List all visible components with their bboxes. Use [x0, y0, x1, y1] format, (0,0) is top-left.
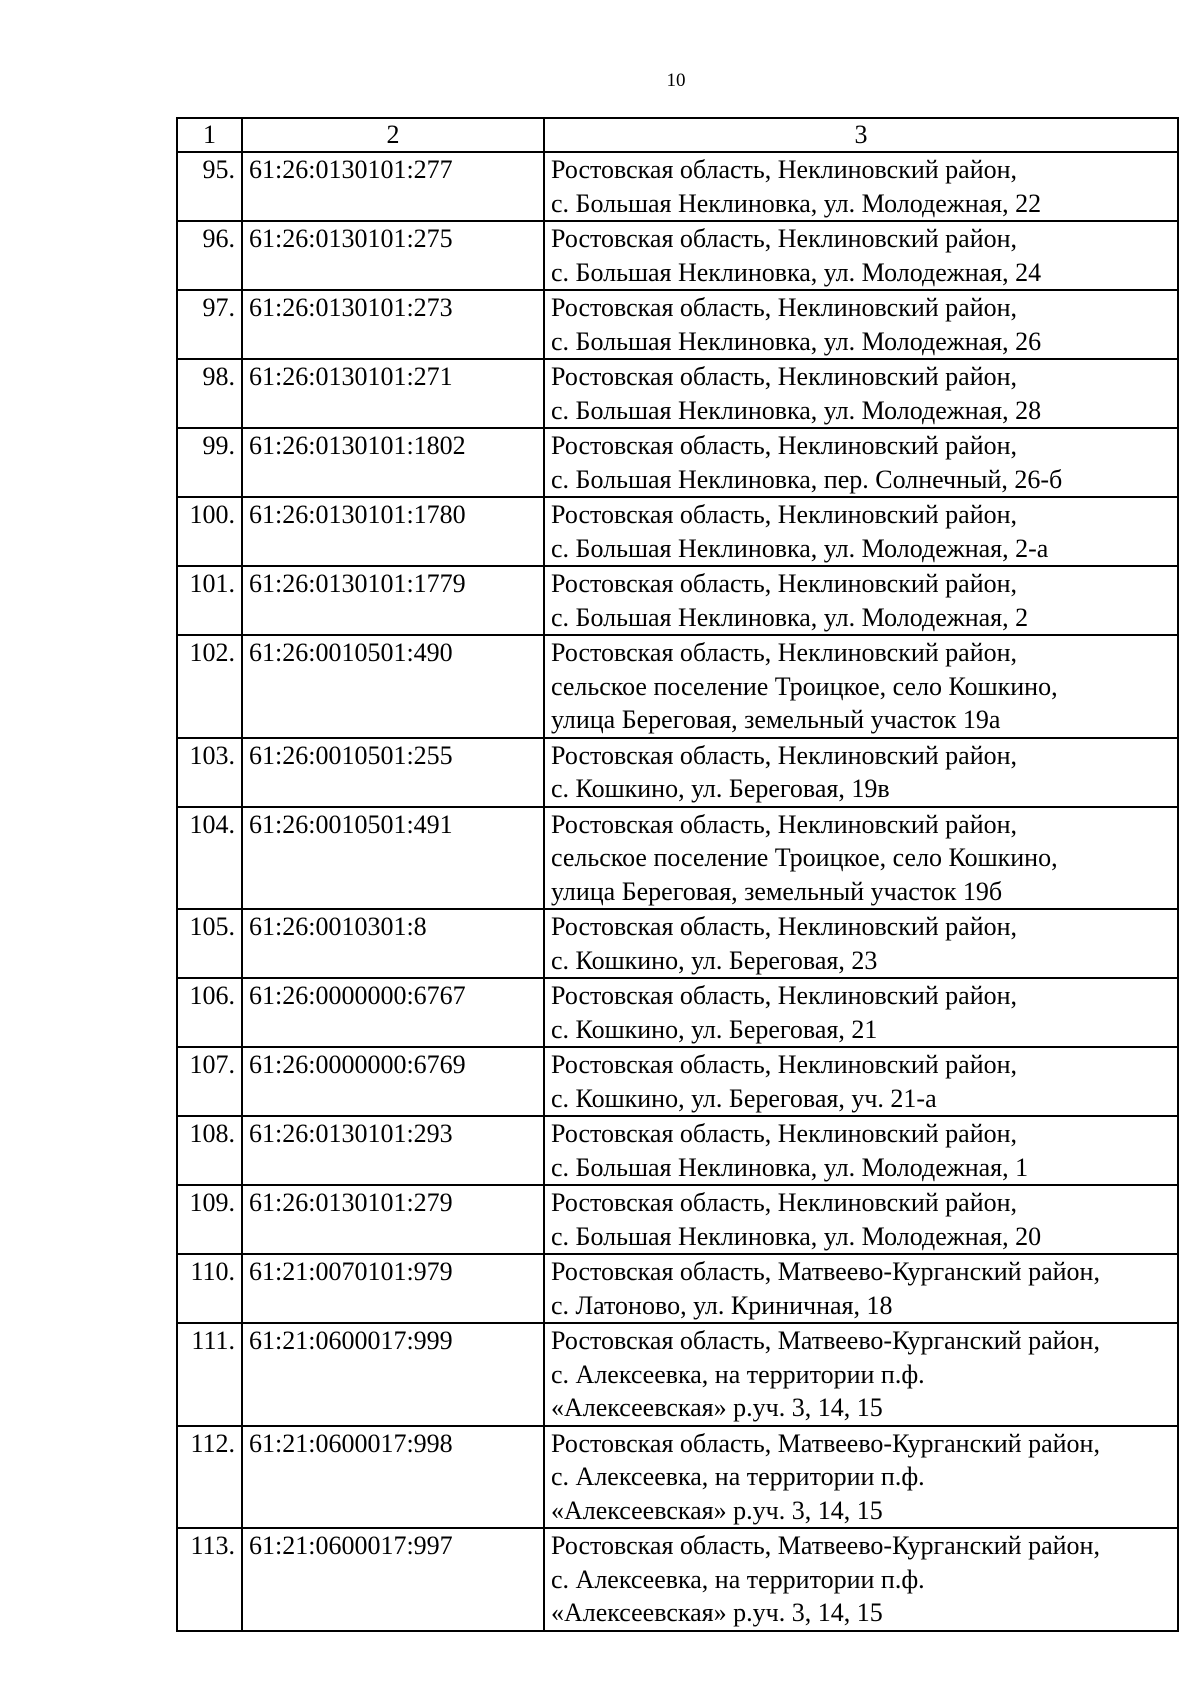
address-line: Ростовская область, Неклиновский район, — [551, 912, 1018, 941]
row-number: 111. — [177, 1323, 242, 1426]
address-cell — [544, 1323, 1178, 1426]
table-row — [177, 978, 1178, 1047]
table-row — [177, 909, 1178, 978]
row-number: 96. — [177, 221, 242, 290]
address-line: с. Кошкино, ул. Береговая, 21 — [551, 1014, 878, 1044]
address-line: Ростовская область, Неклиновский район, — [551, 638, 1018, 667]
address-cell — [544, 1116, 1178, 1185]
table-row — [177, 1254, 1178, 1323]
address-line: с. Большая Неклиновка, ул. Молодежная, 28 — [551, 395, 1042, 425]
address-cell — [544, 1047, 1178, 1116]
cadastral-number: 61:26:0130101:277 — [242, 152, 544, 221]
address-line: сельское поселение Троицкое, село Кошкино, — [551, 671, 1058, 701]
table-row — [177, 497, 1178, 566]
address-line: с. Большая Неклиновка, ул. Молодежная, 22 — [551, 188, 1042, 218]
address-line: с. Латоново, ул. Криничная, 18 — [551, 1290, 893, 1320]
address-cell — [544, 909, 1178, 978]
row-number: 106. — [177, 978, 242, 1047]
table-row — [177, 1426, 1178, 1529]
cadastral-number: 61:21:0070101:979 — [242, 1254, 544, 1323]
land-plots-table — [176, 117, 1179, 1632]
address-cell — [544, 807, 1178, 910]
address-cell — [544, 152, 1178, 221]
address-cell — [544, 1254, 1178, 1323]
address-cell — [544, 1528, 1178, 1631]
address-cell — [544, 1185, 1178, 1254]
address-line: Ростовская область, Неклиновский район, — [551, 1119, 1018, 1148]
address-line: «Алексеевская» р.уч. 3, 14, 15 — [551, 1495, 883, 1525]
cadastral-number: 61:26:0000000:6769 — [242, 1047, 544, 1116]
row-number: 103. — [177, 738, 242, 807]
address-cell — [544, 635, 1178, 738]
cadastral-number: 61:26:0000000:6767 — [242, 978, 544, 1047]
row-number: 98. — [177, 359, 242, 428]
table-row — [177, 428, 1178, 497]
row-number: 107. — [177, 1047, 242, 1116]
address-line: с. Большая Неклиновка, ул. Молодежная, 2 — [551, 602, 1029, 632]
table-row — [177, 807, 1178, 910]
address-line: сельское поселение Троицкое, село Кошкино, — [551, 843, 1058, 872]
address-line: с. Большая Неклиновка, ул. Молодежная, 20 — [551, 1221, 1042, 1251]
table-row — [177, 152, 1178, 221]
address-line: Ростовская область, Матвеево-Курганский район, — [551, 1531, 1100, 1560]
address-line: Ростовская область, Неклиновский район, — [551, 500, 1018, 529]
page-number: 10 — [666, 70, 686, 91]
cadastral-number: 61:26:0010501:255 — [242, 738, 544, 807]
table-row — [177, 1116, 1178, 1185]
address-cell — [544, 428, 1178, 497]
table-row — [177, 1528, 1178, 1631]
address-line: Ростовская область, Неклиновский район, — [551, 809, 1018, 839]
address-line: Ростовская область, Матвеево-Курганский район, — [551, 1257, 1100, 1286]
address-line: с. Алексеевка, на территории п.ф. — [551, 1564, 925, 1594]
row-number: 101. — [177, 566, 242, 635]
address-line: улица Береговая, земельный участок 19б — [551, 876, 1003, 906]
row-number: 99. — [177, 428, 242, 497]
cadastral-number: 61:26:0130101:271 — [242, 359, 544, 428]
address-line: улица Береговая, земельный участок 19а — [551, 705, 1001, 734]
address-line: с. Большая Неклиновка, ул. Молодежная, 24 — [551, 257, 1042, 287]
cadastral-number: 61:26:0130101:1802 — [242, 428, 544, 497]
table-header-row — [177, 118, 1178, 152]
address-line: с. Большая Неклиновка, ул. Молодежная, 1 — [551, 1152, 1029, 1182]
row-number: 102. — [177, 635, 242, 738]
address-line: Ростовская область, Неклиновский район, — [551, 293, 1018, 322]
table-row — [177, 738, 1178, 807]
table-row — [177, 359, 1178, 428]
address-line: Ростовская область, Матвеево-Курганский район, — [551, 1428, 1100, 1458]
cadastral-number: 61:26:0130101:279 — [242, 1185, 544, 1254]
row-number: 105. — [177, 909, 242, 978]
cadastral-number: 61:26:0010501:491 — [242, 807, 544, 910]
table-row — [177, 1047, 1178, 1116]
address-cell — [544, 1426, 1178, 1529]
address-line: с. Алексеевка, на территории п.ф. — [551, 1462, 925, 1491]
address-line: с. Большая Неклиновка, ул. Молодежная, 26 — [551, 326, 1042, 356]
address-line: с. Кошкино, ул. Береговая, уч. 21-а — [551, 1083, 937, 1113]
row-number: 113. — [177, 1528, 242, 1631]
address-cell — [544, 497, 1178, 566]
cadastral-number: 61:26:0010301:8 — [242, 909, 544, 978]
cadastral-number: 61:21:0600017:997 — [242, 1528, 544, 1631]
cadastral-number: 61:26:0130101:273 — [242, 290, 544, 359]
address-cell — [544, 738, 1178, 807]
cadastral-number: 61:21:0600017:998 — [242, 1426, 544, 1529]
address-line: «Алексеевская» р.уч. 3, 14, 15 — [551, 1393, 883, 1422]
row-number: 109. — [177, 1185, 242, 1254]
address-cell — [544, 290, 1178, 359]
address-line: Ростовская область, Матвеево-Курганский район, — [551, 1326, 1100, 1355]
address-cell — [544, 566, 1178, 635]
cadastral-number: 61:26:0130101:1779 — [242, 566, 544, 635]
table-row — [177, 566, 1178, 635]
address-line: с. Кошкино, ул. Береговая, 23 — [551, 945, 878, 975]
column-header-cadastral: 2 — [242, 118, 544, 152]
address-cell — [544, 221, 1178, 290]
table-row — [177, 290, 1178, 359]
address-line: Ростовская область, Неклиновский район, — [551, 981, 1018, 1010]
address-cell — [544, 978, 1178, 1047]
row-number: 95. — [177, 152, 242, 221]
address-line: Ростовская область, Неклиновский район, — [551, 431, 1018, 460]
table-row — [177, 1185, 1178, 1254]
address-line: Ростовская область, Неклиновский район, — [551, 740, 1018, 770]
row-number: 97. — [177, 290, 242, 359]
table-row — [177, 221, 1178, 290]
table-body — [177, 152, 1178, 1631]
row-number: 100. — [177, 497, 242, 566]
address-line: Ростовская область, Неклиновский район, — [551, 1188, 1018, 1217]
address-line: с. Большая Неклиновка, ул. Молодежная, 2-а — [551, 533, 1049, 563]
cadastral-number: 61:26:0130101:293 — [242, 1116, 544, 1185]
address-line: Ростовская область, Неклиновский район, — [551, 362, 1018, 391]
address-cell — [544, 359, 1178, 428]
address-line: Ростовская область, Неклиновский район, — [551, 224, 1018, 253]
address-line: с. Алексеевка, на территории п.ф. — [551, 1359, 925, 1389]
cadastral-number: 61:21:0600017:999 — [242, 1323, 544, 1426]
address-line: Ростовская область, Неклиновский район, — [551, 569, 1018, 598]
column-header-number: 1 — [177, 118, 242, 152]
address-line: Ростовская область, Неклиновский район, — [551, 1050, 1018, 1079]
cadastral-number: 61:26:0130101:1780 — [242, 497, 544, 566]
address-line: «Алексеевская» р.уч. 3, 14, 15 — [551, 1598, 883, 1627]
address-line: Ростовская область, Неклиновский район, — [551, 155, 1018, 184]
cadastral-number: 61:26:0010501:490 — [242, 635, 544, 738]
table-row — [177, 635, 1178, 738]
row-number: 108. — [177, 1116, 242, 1185]
row-number: 104. — [177, 807, 242, 910]
address-line: с. Большая Неклиновка, пер. Солнечный, 26-б — [551, 464, 1063, 494]
column-header-address: 3 — [544, 118, 1178, 152]
cadastral-number: 61:26:0130101:275 — [242, 221, 544, 290]
table-row — [177, 1323, 1178, 1426]
row-number: 110. — [177, 1254, 242, 1323]
row-number: 112. — [177, 1426, 242, 1529]
address-line: с. Кошкино, ул. Береговая, 19в — [551, 774, 890, 803]
